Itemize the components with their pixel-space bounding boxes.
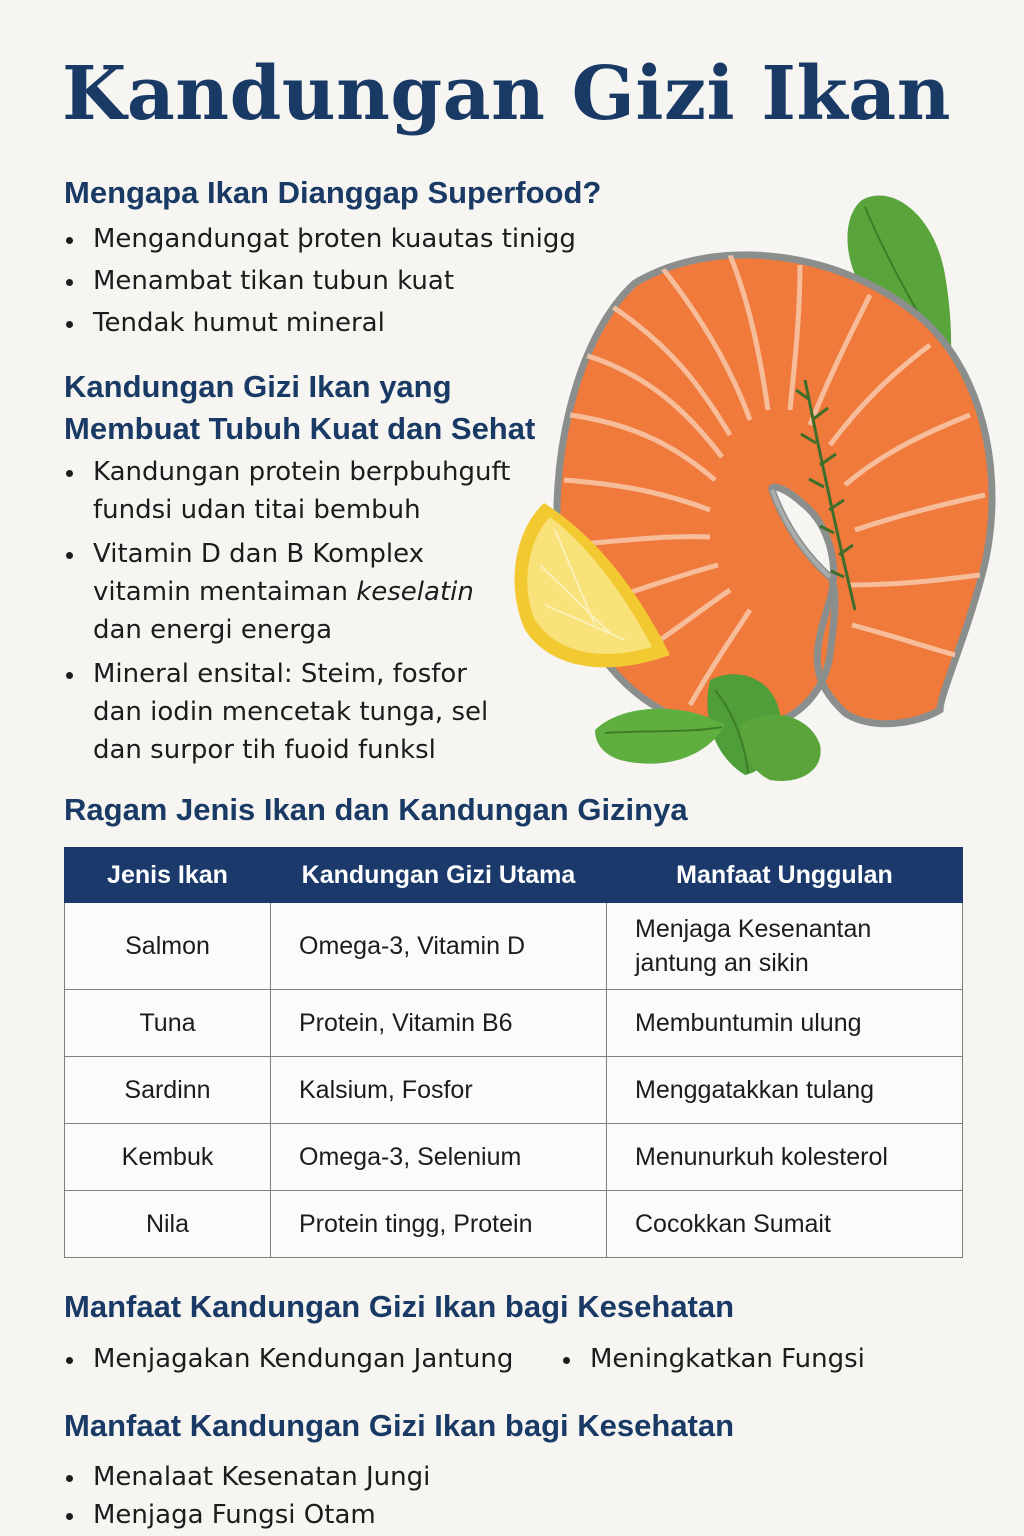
nutrition-table [64,847,963,1258]
nutrition-list [64,453,510,769]
list-item [64,453,510,529]
table-cell: Cocokkan Sumait [607,1191,963,1258]
list-item: Mengandungat þroten kuautas tinigg [64,220,576,258]
section-benefits-heading: Manfaat Kandungan Gizi Ikan bagi Kesehatan [64,1289,735,1324]
section-superfood-heading: Mengapa Ikan Dianggap Superfood? [64,175,602,210]
list-item: Meningkatkan Fungsi [561,1340,865,1378]
table-cell: Protein tingg, Protein [271,1191,607,1258]
table-row [65,1191,963,1258]
table-cell: Salmon [65,903,271,990]
list-item: Tendak humut mineral [64,304,576,342]
table-row [65,1057,963,1124]
list-item-line: vitamin mentaiman [93,577,357,607]
list-item: Menjaga Fungsi Otam [64,1496,430,1534]
table-header-row [65,848,963,903]
table-header-cell: Jenis Ikan [65,848,271,903]
table-cell: Menunurkuh kolesterol [607,1124,963,1191]
table-cell: Sardinn [65,1057,271,1124]
list-item-italic: keselatin [356,577,474,607]
section-nutrition-heading [64,366,535,450]
list-item: Menalaat Kesenatan Jungi [64,1458,430,1496]
food-illustration [500,185,1024,800]
table-row [65,1124,963,1191]
table-cell: Kalsium, Fosfor [271,1057,607,1124]
list-item [64,535,510,649]
table-cell: Tuna [65,990,271,1057]
list-item-line: Kandungan protein berpbuhguft [93,457,511,487]
section-benefits-heading-2: Manfaat Kandungan Gizi Ikan bagi Kesehatan [64,1408,735,1443]
list-item-line: Mineral ensital: Steim, fosfor [93,659,467,689]
table-row [65,903,963,990]
table-cell: Omega-3, Selenium [271,1124,607,1191]
list-item [64,655,510,769]
heading-line: Kandungan Gizi Ikan yang [64,369,452,404]
table-cell: Menggatakkan tulang [607,1057,963,1124]
table-cell: Protein, Vitamin B6 [271,990,607,1057]
list-item-line: dan surpor tih fuoid funksl [93,735,436,765]
table-cell: Nila [65,1191,271,1258]
list-item-line: fundsi udan titai bembuh [93,495,421,525]
heading-line: Membuat Tubuh Kuat dan Sehat [64,411,536,446]
list-item-line: Vitamin D dan B Komplex [93,539,425,569]
table-row [65,990,963,1057]
list-item-line: dan energi energa [93,615,333,645]
list-item: Menambat tikan tubun kuat [64,262,576,300]
table-header-cell: Manfaat Unggulan [607,848,963,903]
list-item-line: dan iodin mencetak tunga, sel [93,697,489,727]
table-cell: Omega-3, Vitamin D [271,903,607,990]
table-cell: Kembuk [65,1124,271,1191]
table-cell: Membuntumin ulung [607,990,963,1057]
table-cell: Menjaga Kesenantan jantung an sikin [607,903,963,990]
section-types-heading: Ragam Jenis Ikan dan Kandungan Gizinya [64,792,688,827]
table-header-cell: Kandungan Gizi Utama [271,848,607,903]
page-title: Kandungan Gizi Ikan [62,51,952,137]
list-item: Menjagakan Kendungan Jantung [64,1340,513,1378]
benefits-list-2 [64,1458,430,1534]
